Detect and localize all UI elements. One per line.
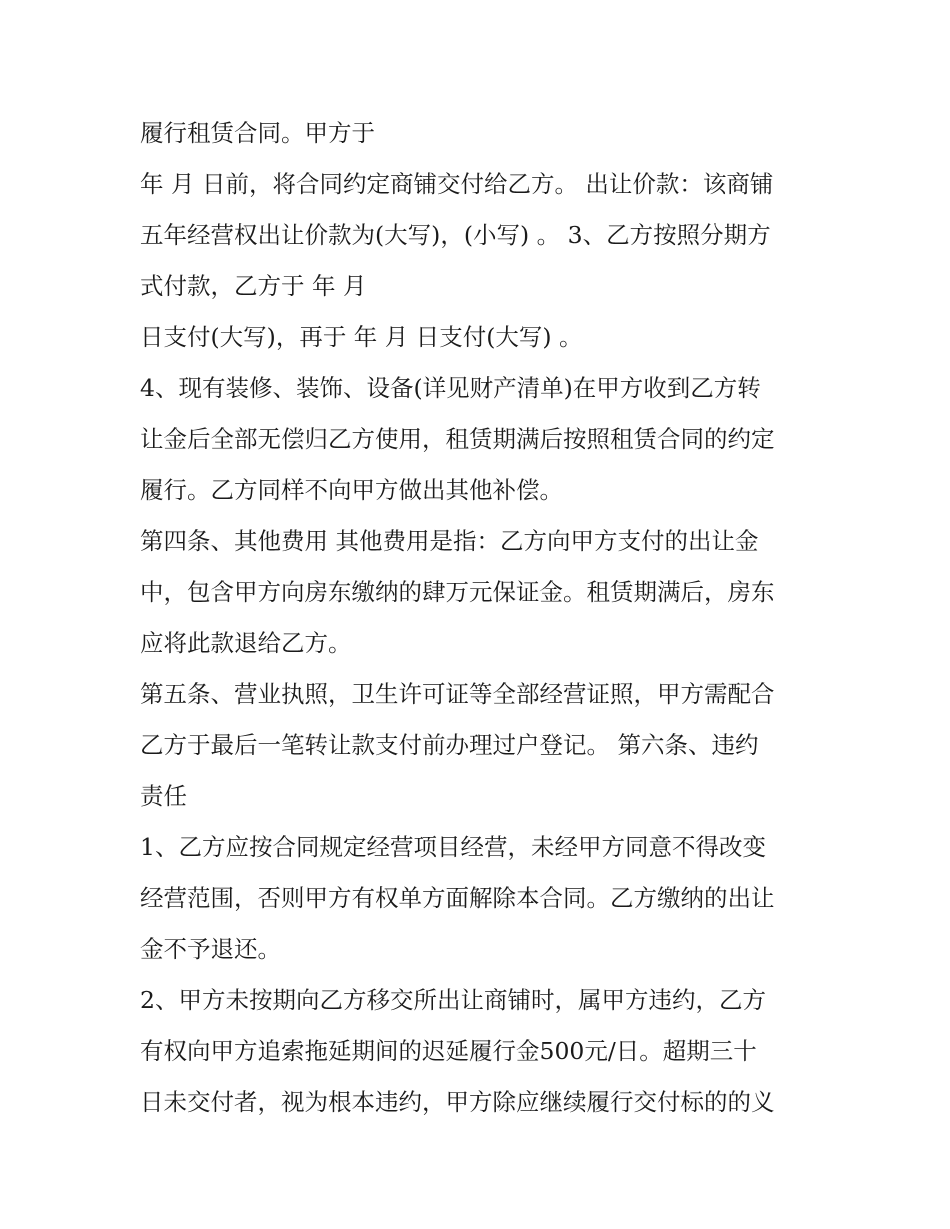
text-line: 2、甲方未按期向乙方移交所出让商铺时，属甲方违约，乙方 [140,986,766,1014]
section-heading-line: 第五条、营业执照，卫生许可证等全部经营证照，甲方需配合 [140,680,775,708]
text-line: 式付款，乙方于 年 月 [140,272,367,300]
text-line: 责任 [140,782,187,810]
text-line: 让金后全部无偿归乙方使用，租赁期满后按照租赁合同的约定 [140,425,775,453]
contract-body-text [140,108,820,1128]
section-heading-line: 第四条、其他费用 其他费用是指：乙方向甲方支付的出让金 [140,527,759,555]
text-line: 金不予退还。 [140,935,281,963]
text-line: 有权向甲方追索拖延期间的迟延履行金500元/日。超期三十 [140,1037,757,1065]
text-line: 日未交付者，视为根本违约，甲方除应继续履行交付标的的义 [140,1088,775,1116]
text-line: 五年经营权出让价款为(大写)，(小写) 。 3、乙方按照分期方 [140,221,771,249]
text-line: 年 月 日前，将合同约定商铺交付给乙方。 出让价款：该商铺 [140,170,774,198]
text-line: 履行。乙方同样不向甲方做出其他补偿。 [140,476,563,504]
text-line: 应将此款退给乙方。 [140,629,352,657]
text-line: 履行租赁合同。甲方于 [140,119,375,147]
text-line: 乙方于最后一笔转让款支付前办理过户登记。 第六条、违约 [140,731,759,759]
text-line: 日支付(大写)，再于 年 月 日支付(大写) 。 [140,323,583,351]
text-line: 经营范围，否则甲方有权单方面解除本合同。乙方缴纳的出让 [140,884,775,912]
text-line: 中，包含甲方向房东缴纳的肆万元保证金。租赁期满后，房东 [140,578,775,606]
text-line: 1、乙方应按合同规定经营项目经营，未经甲方同意不得改变 [140,833,766,861]
text-line: 4、现有装修、装饰、设备(详见财产清单)在甲方收到乙方转 [140,374,761,402]
